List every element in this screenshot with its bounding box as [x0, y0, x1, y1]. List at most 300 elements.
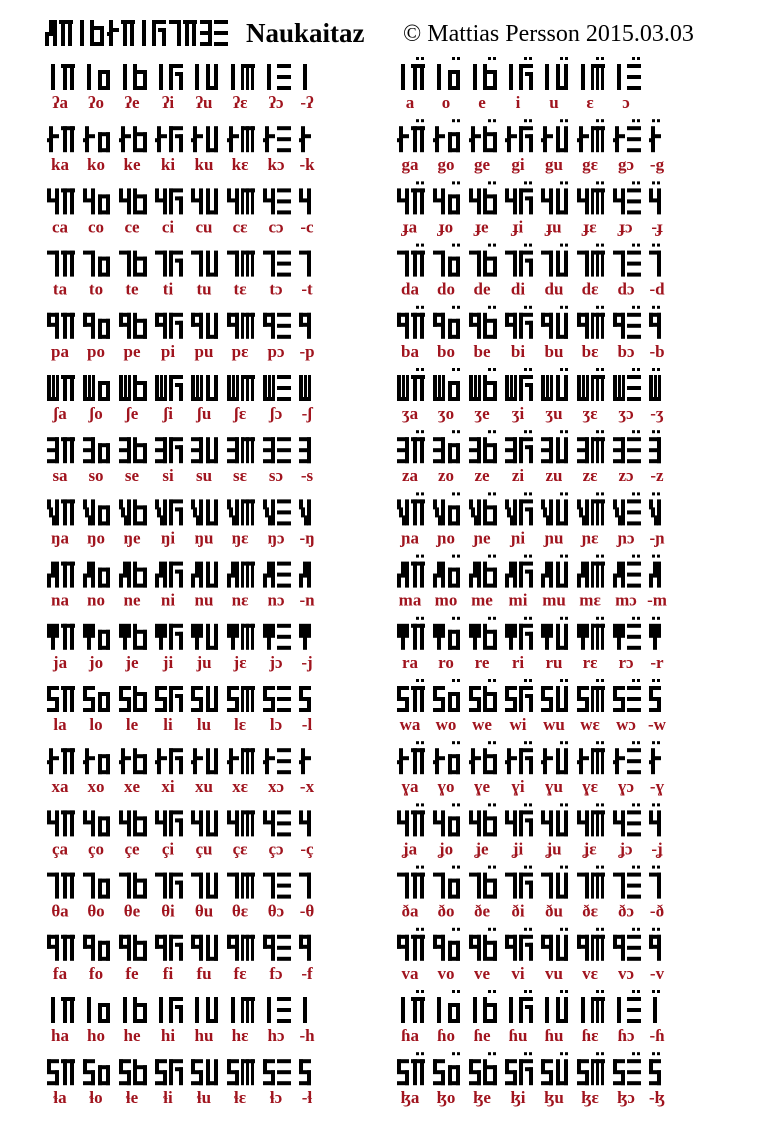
syllable-label: du [544, 279, 564, 299]
syllable-glyph [119, 748, 147, 774]
syllable-label: jɔ [269, 652, 283, 672]
syllable-label: -t [301, 279, 313, 299]
syllable-glyph [263, 810, 291, 836]
syllable-label: ɣo [437, 777, 455, 797]
syllable-glyph [263, 126, 291, 152]
syllable-label: fɔ [269, 963, 283, 983]
syllable-label: fi [162, 963, 174, 983]
syllable-label: ʔɛ [232, 93, 248, 112]
syllable-glyph [299, 437, 311, 463]
syllable-glyph [577, 679, 605, 712]
syllable-glyph [123, 997, 147, 1023]
syllable-label: ðe [473, 901, 491, 921]
syllable-label: de [473, 279, 491, 299]
syllable-label: -ʔ [300, 93, 314, 112]
syllable-glyph [191, 499, 218, 525]
syllable-glyph [469, 430, 497, 463]
syllable-label: kɛ [231, 155, 249, 175]
syllable-glyph [299, 624, 311, 650]
syllable-label: cɔ [268, 217, 284, 237]
syllable-label: nɔ [267, 590, 285, 610]
syllable-label: -c [300, 217, 314, 237]
syllable-label: ɮɔ [617, 1088, 635, 1108]
syllable-glyph [51, 64, 75, 90]
syllable-glyph [191, 686, 218, 712]
syllable-label: ɣe [473, 777, 491, 797]
syllable-label: ɦu [508, 1026, 528, 1045]
syllable-label: ɮe [473, 1088, 491, 1108]
syllable-label: ɟɔ [619, 217, 633, 237]
syllable-glyph [227, 1059, 255, 1085]
syllable-label: ɟa [402, 217, 418, 237]
syllable-label: wɛ [580, 715, 600, 734]
syllable-glyph [83, 935, 110, 961]
syllable-label: lɔ [269, 715, 283, 734]
syllable-label: ɟɛ [583, 217, 597, 237]
syllable-glyph [613, 866, 641, 899]
syllable-glyph [227, 562, 255, 588]
syllable-glyph [155, 935, 183, 961]
syllable-label: ŋi [160, 528, 176, 548]
syllable-glyph [263, 437, 291, 463]
syllable-glyph [649, 244, 661, 277]
syllable-label: θɔ [267, 901, 285, 921]
syllable-glyph [47, 562, 75, 588]
syllable-glyph [299, 748, 311, 774]
syllable-label: ka [51, 155, 69, 175]
syllable-label: ʃɛ [233, 404, 247, 423]
syllable-glyph [299, 251, 311, 277]
syllable-glyph [263, 251, 291, 277]
syllable-label: fa [52, 963, 68, 983]
syllable-label: -f [301, 963, 313, 983]
syllable-glyph [649, 1052, 661, 1085]
syllable-glyph [433, 679, 460, 712]
syllable-glyph [47, 437, 75, 463]
syllable-glyph [649, 555, 661, 588]
syllable-glyph [123, 64, 147, 90]
syllable-glyph [303, 997, 307, 1023]
syllable-label: -ɮ [649, 1088, 665, 1108]
syllable-label: ɦa [401, 1026, 419, 1045]
syllable-label: jɛ [233, 652, 247, 672]
syllable-glyph [47, 686, 75, 712]
syllable-label: ʝe [475, 839, 489, 859]
syllable-label: ŋe [123, 528, 141, 548]
syllable-glyph [397, 679, 425, 712]
syllable-glyph [505, 244, 533, 277]
syllable-label: ʝo [438, 839, 454, 859]
syllable-label: ɬu [196, 1088, 212, 1108]
syllable-label: ʒu [545, 404, 563, 423]
syllable-label: ɟe [475, 217, 489, 237]
syllable-label: ʃe [125, 404, 139, 423]
syllable-glyph [155, 810, 183, 836]
syllable-glyph [155, 313, 183, 339]
syllable-label: da [401, 279, 419, 299]
syllable-label: zɛ [582, 466, 598, 486]
syllable-glyph [299, 935, 311, 961]
syllable-glyph [119, 188, 147, 214]
syllable-glyph [649, 617, 661, 650]
syllable-label: po [87, 341, 105, 361]
syllable-glyph [119, 873, 147, 899]
syllable-glyph [469, 119, 497, 152]
syllable-label: ʒo [437, 404, 455, 423]
syllable-label: dɛ [581, 279, 599, 299]
syllable-glyph [119, 1059, 147, 1085]
syllable-glyph [47, 873, 75, 899]
syllable-label: ʔe [124, 93, 140, 112]
syllable-glyph [263, 499, 291, 525]
syllable-glyph [577, 803, 605, 836]
syllable-label: ɟi [512, 217, 524, 237]
syllable-label: tu [196, 279, 212, 299]
syllable-label: gu [545, 155, 563, 175]
syllable-glyph [119, 437, 147, 463]
syllable-glyph [469, 866, 497, 899]
syllable-label: vɛ [582, 963, 598, 983]
syllable-glyph [505, 866, 533, 899]
syllable-glyph [433, 803, 460, 836]
syllable-label: ɦɔ [617, 1026, 635, 1045]
syllable-label: ni [160, 590, 176, 610]
syllable-glyph [469, 1052, 497, 1085]
syllable-label: -m [647, 590, 667, 610]
syllable-glyph [613, 181, 641, 214]
syllable-glyph [649, 866, 661, 899]
syllable-glyph [541, 1052, 568, 1085]
syllable-label: pu [194, 341, 214, 361]
syllable-label: ɦɛ [581, 1026, 599, 1045]
syllable-glyph [613, 741, 641, 774]
syllable-glyph [47, 624, 75, 650]
syllable-label: je [125, 652, 139, 672]
syllable-glyph [263, 935, 291, 961]
syllable-glyph [195, 997, 218, 1023]
syllable-label: wo [435, 715, 457, 734]
syllable-label: pe [123, 341, 141, 361]
syllable-label: mo [434, 590, 458, 610]
syllable-glyph [119, 375, 147, 401]
syllable-label: -r [650, 652, 664, 672]
syllable-glyph [267, 64, 291, 90]
syllable-label: -j [301, 652, 313, 672]
syllable-glyph [617, 990, 641, 1023]
syllable-label: gɔ [617, 155, 635, 175]
syllable-glyph [155, 1059, 183, 1085]
syllable-glyph [155, 624, 183, 650]
syllable-glyph [469, 679, 497, 712]
syllable-glyph [47, 313, 75, 339]
syllable-glyph [47, 251, 75, 277]
syllable-glyph [191, 188, 218, 214]
syllable-glyph [83, 437, 110, 463]
syllable-glyph [613, 617, 641, 650]
syllable-glyph [613, 555, 641, 588]
syllable-glyph [159, 64, 183, 90]
syllable-label: sɛ [233, 466, 247, 486]
syllable-glyph [191, 748, 218, 774]
syllable-label: ŋɔ [267, 528, 285, 548]
syllable-glyph [159, 997, 183, 1023]
syllable-label: ɬɛ [234, 1088, 246, 1108]
syllable-label: ca [51, 217, 69, 237]
syllable-label: -h [299, 1026, 315, 1045]
syllable-glyph [541, 244, 568, 277]
syllable-glyph [119, 562, 147, 588]
syllable-glyph [397, 306, 425, 339]
syllable-glyph [47, 1059, 75, 1085]
syllable-glyph [649, 368, 661, 401]
syllable-glyph [541, 492, 568, 525]
syllable-glyph [191, 313, 218, 339]
syllable-label: ði [511, 901, 525, 921]
syllable-label: ʝa [402, 839, 418, 859]
syllable-glyph [119, 313, 147, 339]
syllable-glyph [397, 741, 425, 774]
syllable-label: o [441, 93, 451, 112]
syllable-glyph [433, 928, 460, 961]
syllable-label: to [88, 279, 104, 299]
syllable-glyph [577, 119, 605, 152]
syllable-glyph [541, 679, 568, 712]
syllable-glyph [299, 873, 311, 899]
syllable-glyph [299, 562, 311, 588]
syllable-label: vo [437, 963, 455, 983]
syllable-glyph [613, 1052, 641, 1085]
syllable-label: ɲa [401, 528, 419, 548]
syllable-glyph [397, 119, 425, 152]
syllable-label: ha [51, 1026, 69, 1045]
syllable-label: ɬo [89, 1088, 103, 1108]
syllable-glyph [155, 437, 183, 463]
syllable-label: we [472, 715, 492, 734]
syllable-label: ɣɛ [582, 777, 598, 797]
syllable-glyph [263, 748, 291, 774]
syllable-glyph [263, 188, 291, 214]
syllable-label: gi [511, 155, 525, 175]
syllable-label: ba [401, 341, 419, 361]
syllable-glyph [263, 624, 291, 650]
syllable-glyph [505, 928, 533, 961]
syllable-label: ʃa [53, 404, 67, 423]
syllable-glyph [433, 555, 460, 588]
syllable-glyph [155, 188, 183, 214]
syllable-label: bo [437, 341, 455, 361]
syllable-glyph [613, 119, 641, 152]
syllable-glyph [649, 741, 661, 774]
syllable-label: ʝu [546, 839, 562, 859]
syllable-glyph [613, 368, 641, 401]
syllable-glyph [473, 990, 497, 1023]
syllable-label: -ɣ [649, 777, 665, 797]
syllable-glyph [505, 306, 533, 339]
syllable-label: ɦe [473, 1026, 491, 1045]
syllable-label: vɔ [617, 963, 635, 983]
syllable-label: xe [123, 777, 141, 797]
syllable-label: ʝi [512, 839, 524, 859]
syllable-glyph [433, 1052, 460, 1085]
syllable-label: ɮi [510, 1088, 526, 1108]
syllable-label: rɔ [618, 652, 634, 672]
syllable-label: -v [649, 963, 665, 983]
syllable-label: ga [401, 155, 419, 175]
syllable-glyph [577, 1052, 605, 1085]
syllable-glyph [433, 306, 460, 339]
syllable-label: ne [123, 590, 141, 610]
syllable-label: ʝɔ [619, 839, 633, 859]
syllable-glyph [227, 748, 255, 774]
syllable-glyph [303, 64, 307, 90]
syllable-label: θa [51, 901, 69, 921]
syllable-label: mi [508, 590, 528, 610]
syllable-glyph [191, 126, 218, 152]
syllable-label: ɟu [546, 217, 562, 237]
syllable-label: xɛ [232, 777, 248, 797]
syllable-label: mɛ [579, 590, 601, 610]
syllable-label: vu [545, 963, 563, 983]
syllable-glyph [505, 741, 533, 774]
syllable-glyph [545, 990, 568, 1023]
syllable-glyph [541, 741, 568, 774]
syllable-label: -x [299, 777, 315, 797]
syllable-label: ŋɛ [231, 528, 249, 548]
syllable-glyph [577, 741, 605, 774]
syllable-glyph [397, 866, 425, 899]
syllable-glyph [263, 313, 291, 339]
syllable-glyph [191, 935, 218, 961]
syllable-glyph [541, 555, 568, 588]
syllable-glyph [613, 244, 641, 277]
syllable-glyph [577, 617, 605, 650]
syllable-glyph [613, 306, 641, 339]
syllable-glyph [191, 1059, 218, 1085]
syllable-glyph [469, 617, 497, 650]
syllable-label: wɔ [616, 715, 636, 734]
syllable-label: ŋu [194, 528, 214, 548]
syllable-glyph [227, 437, 255, 463]
syllable-label: bɔ [617, 341, 635, 361]
syllable-label: ðu [545, 901, 563, 921]
syllable-label: li [163, 715, 173, 734]
syllable-glyph [263, 686, 291, 712]
syllable-label: ɲɛ [581, 528, 599, 548]
syllable-glyph [83, 313, 110, 339]
syllable-label: ɲɔ [617, 528, 635, 548]
syllable-glyph [397, 492, 425, 525]
syllable-label: ta [52, 279, 68, 299]
syllable-label: hu [194, 1026, 214, 1045]
syllable-glyph [649, 181, 661, 214]
syllable-glyph [83, 1059, 110, 1085]
syllable-glyph [649, 492, 661, 525]
syllable-label: si [162, 466, 174, 486]
syllable-label: ça [51, 839, 69, 859]
syllable-label: lo [89, 715, 103, 734]
syllable-glyph [83, 686, 110, 712]
syllable-label: ʒɔ [618, 404, 634, 423]
syllable-glyph [505, 1052, 533, 1085]
syllable-label: -ɲ [649, 528, 665, 548]
syllable-glyph [83, 188, 110, 214]
syllable-label: -ç [300, 839, 314, 859]
syllable-glyph [437, 990, 460, 1023]
syllable-label: dɔ [617, 279, 635, 299]
syllable-label: çi [161, 839, 175, 859]
syllable-glyph [191, 810, 218, 836]
syllable-label: ro [438, 652, 454, 672]
syllable-label: ɣa [401, 777, 419, 797]
syllable-label: tɛ [233, 279, 247, 299]
syllable-glyph [433, 119, 460, 152]
syllable-label: ki [160, 155, 176, 175]
syllable-glyph [469, 306, 497, 339]
syllable-glyph [545, 57, 568, 90]
syllable-label: çɔ [268, 839, 284, 859]
syllable-label: ʔa [51, 93, 69, 112]
syllable-label: ðo [437, 901, 455, 921]
syllable-label: fu [196, 963, 212, 983]
syllable-label: -ʃ [301, 404, 313, 423]
syllable-glyph [433, 181, 460, 214]
syllable-glyph [541, 617, 568, 650]
syllable-label: -ɟ [651, 217, 663, 237]
syllable-label: pi [160, 341, 176, 361]
syllable-label: -g [649, 155, 665, 175]
syllable-label: e [478, 93, 486, 112]
syllable-glyph [227, 624, 255, 650]
syllable-label: ɟo [438, 217, 454, 237]
syllable-glyph [541, 119, 568, 152]
syllable-label: ʝɛ [583, 839, 597, 859]
syllable-glyph [119, 126, 147, 152]
syllable-label: -z [650, 466, 664, 486]
syllable-glyph [397, 803, 425, 836]
syllable-label: ɦu [544, 1026, 564, 1045]
syllable-glyph [613, 803, 641, 836]
syllable-glyph [155, 748, 183, 774]
syllable-glyph [433, 368, 460, 401]
syllable-glyph [581, 990, 605, 1023]
syllable-label: ke [123, 155, 141, 175]
syllable-label: ce [124, 217, 140, 237]
syllable-glyph [299, 1059, 311, 1085]
syllable-label: ɮɛ [581, 1088, 599, 1108]
syllable-glyph [263, 375, 291, 401]
syllable-label: tɔ [269, 279, 283, 299]
syllable-label: -p [299, 341, 315, 361]
syllable-glyph [541, 368, 568, 401]
syllable-label: a [405, 93, 415, 112]
syllable-label: wi [509, 715, 527, 734]
syllable-glyph [299, 686, 311, 712]
syllable-label: wu [543, 715, 565, 734]
syllable-glyph [617, 57, 641, 90]
syllable-glyph [541, 430, 568, 463]
syllable-glyph [433, 741, 460, 774]
syllable-label: ɲi [510, 528, 526, 548]
syllable-glyph [191, 562, 218, 588]
syllable-glyph [231, 64, 255, 90]
syllable-glyph [155, 126, 183, 152]
syllable-label: θɛ [231, 901, 249, 921]
syllable-glyph [433, 617, 460, 650]
syllable-label: ʒi [511, 404, 525, 423]
syllable-label: -ð [649, 901, 665, 921]
syllable-label: nɛ [231, 590, 249, 610]
syllable-glyph [613, 492, 641, 525]
